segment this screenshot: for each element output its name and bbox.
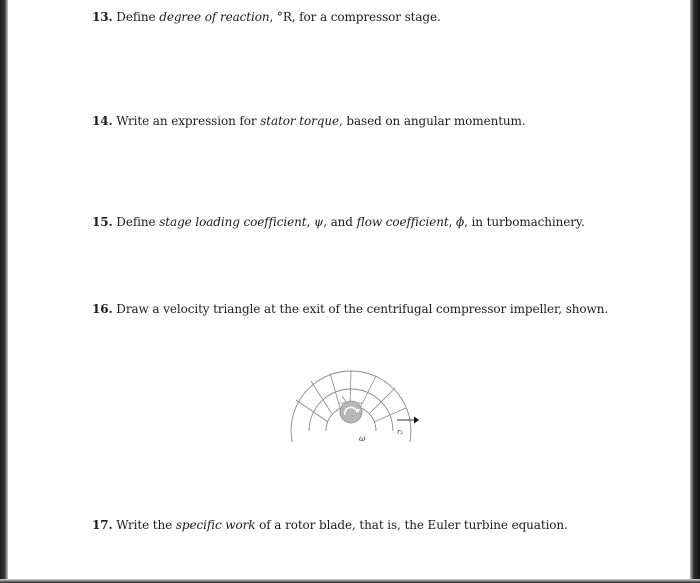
left-shadow-edge — [0, 0, 8, 583]
hub-disc — [340, 401, 362, 423]
impeller-diagram — [284, 348, 419, 448]
rim-tip-right — [410, 431, 411, 442]
question-text: Draw a velocity triangle at the exit of the centrifugal compressor impeller, shown. — [116, 302, 609, 316]
question-text: , in turbomachinery. — [464, 215, 585, 229]
question-text: , — [448, 215, 457, 229]
question-term: degree of reaction — [159, 10, 270, 24]
radius-label: r₂ — [397, 428, 404, 436]
question-text: , — [306, 215, 314, 229]
question-number: 16. — [92, 302, 113, 316]
radius-arrowhead-icon — [414, 417, 419, 424]
question-number: 14. — [92, 114, 113, 128]
question-text: Define — [116, 215, 160, 229]
question-16 — [92, 302, 608, 316]
question-14 — [92, 114, 526, 128]
question-number: 13. — [92, 10, 113, 24]
question-text: , and — [323, 215, 357, 229]
question-13 — [92, 10, 441, 24]
question-term: stator torque — [260, 114, 339, 128]
question-text: , based on angular momentum. — [338, 114, 526, 128]
psi-symbol: ψ — [313, 215, 324, 229]
question-text: of a rotor blade, that is, the Euler turbine equation. — [255, 518, 568, 532]
question-number: 17. — [92, 518, 113, 532]
blade — [311, 381, 332, 414]
rim-tip-left — [291, 431, 292, 442]
blade — [369, 388, 395, 414]
bottom-shadow-edge — [0, 579, 700, 583]
question-text: Write the — [116, 518, 176, 532]
question-number: 15. — [92, 215, 113, 229]
omega-label: ω — [359, 434, 366, 443]
phi-symbol: ϕ — [456, 215, 465, 229]
question-term: flow coefficient — [356, 215, 449, 229]
blade — [296, 400, 328, 422]
question-term: specific work — [175, 518, 256, 532]
question-term: stage loading coefficient — [159, 215, 307, 229]
question-text: Write an expression for — [116, 114, 261, 128]
right-shadow-edge — [690, 0, 700, 583]
question-15 — [92, 215, 585, 229]
question-17 — [92, 518, 568, 532]
blade — [360, 376, 376, 408]
question-text: Define — [116, 10, 160, 24]
question-text: , °R, for a compressor stage. — [269, 10, 441, 24]
